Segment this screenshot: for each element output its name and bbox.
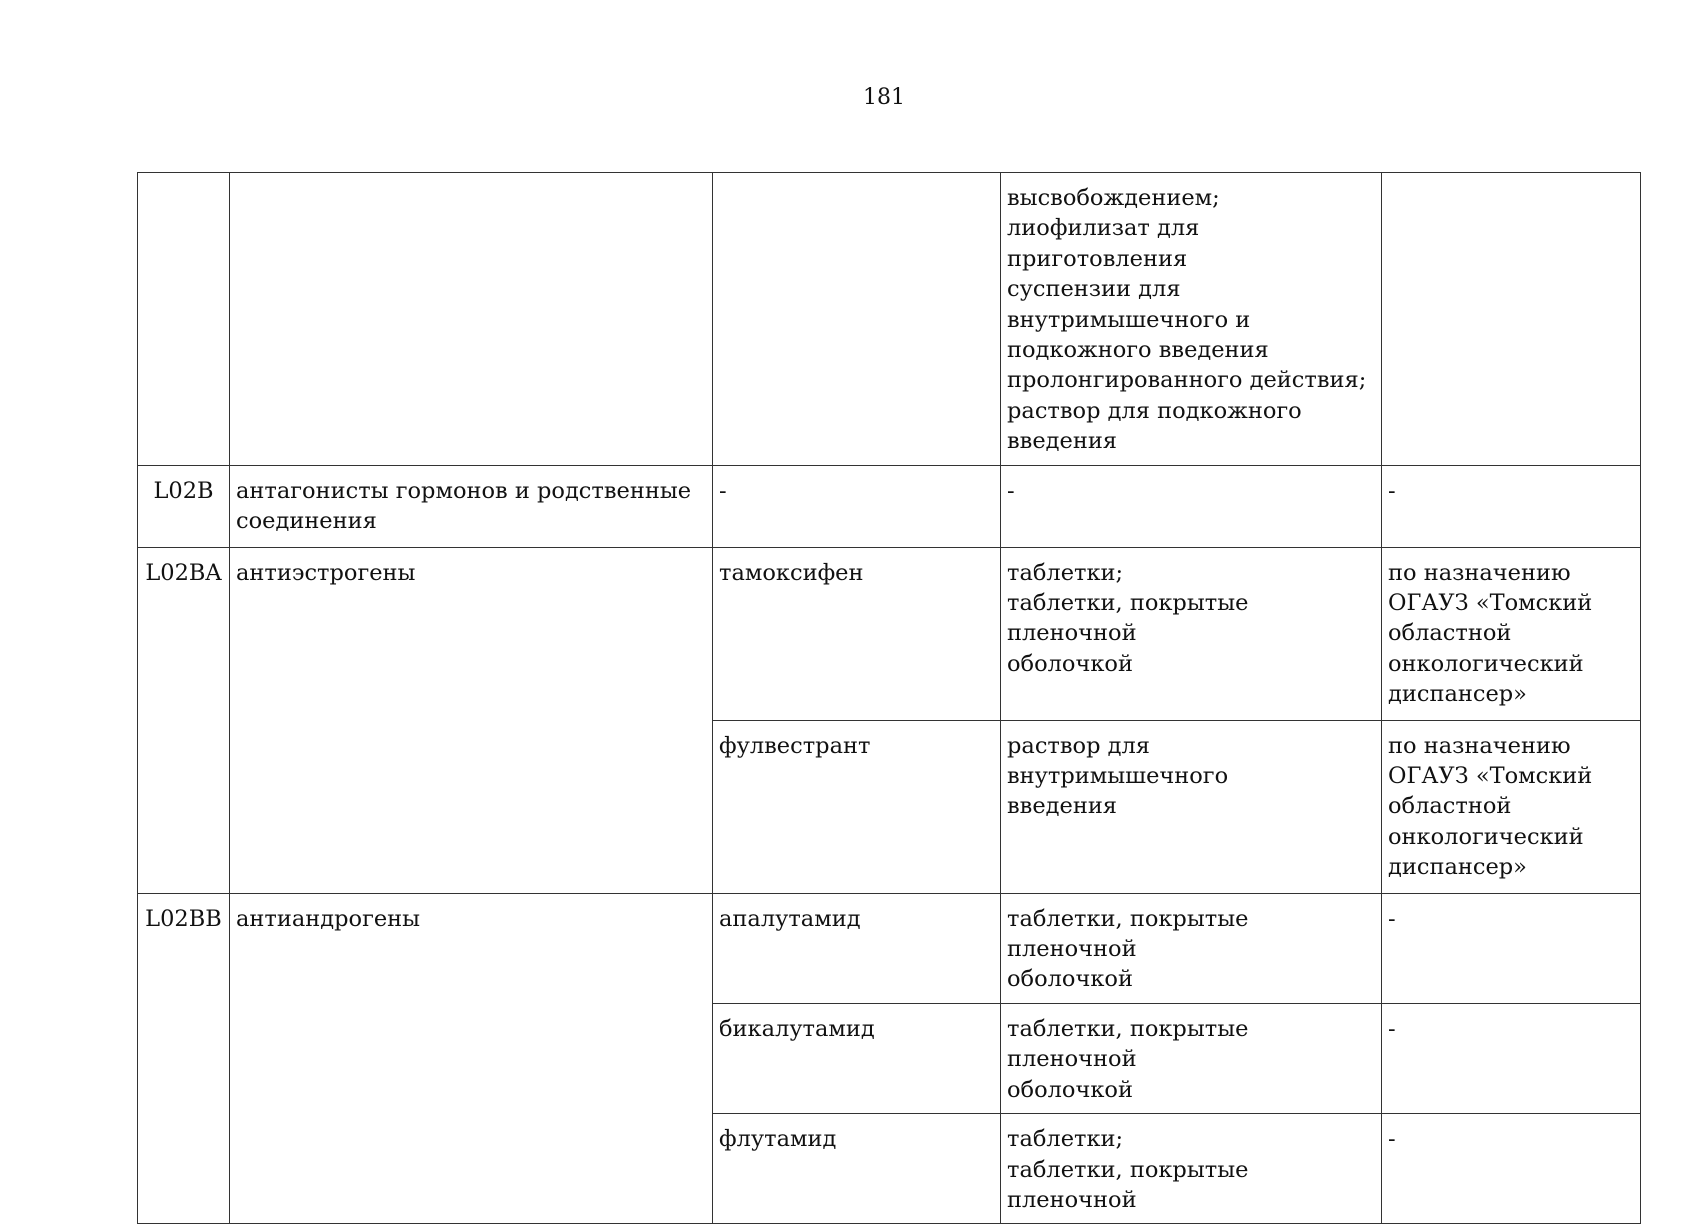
note-line: ОГАУЗ «Томский: [1388, 590, 1593, 617]
substance-cell: фулвестрант: [713, 720, 1001, 893]
form-line: таблетки, покрытые пленочной: [1007, 1156, 1249, 1213]
dosage-forms-cell: [1001, 1114, 1382, 1224]
note-line: ОГАУЗ «Томский: [1388, 763, 1593, 790]
page-number: 181: [863, 85, 905, 110]
note-cell: -: [1382, 465, 1641, 547]
form-line: оболочкой: [1007, 650, 1133, 677]
note-line: онкологический: [1388, 823, 1584, 850]
note-line: по назначению: [1388, 559, 1571, 586]
note-line: по назначению: [1388, 732, 1571, 759]
substance-cell: апалутамид: [713, 893, 1001, 1003]
form-line: раствор для внутримышечного: [1007, 732, 1229, 790]
atc-code-cell: L02BB: [138, 893, 230, 1224]
group-name-cell: [230, 173, 713, 466]
table-row-l02ba-1: [138, 547, 1641, 720]
form-line: таблетки, покрытые пленочной: [1007, 590, 1249, 647]
form-line: таблетки;: [1007, 1126, 1124, 1153]
dosage-forms-cell: [1001, 173, 1382, 466]
note-cell: [1382, 547, 1641, 720]
substance-cell: -: [713, 465, 1001, 547]
note-cell: -: [1382, 1003, 1641, 1113]
group-name-cell: антиэстрогены: [230, 547, 713, 893]
form-line: лиофилизат для приготовления: [1007, 215, 1200, 272]
group-name-cell: антиандрогены: [230, 893, 713, 1224]
form-line: раствор для подкожного: [1007, 397, 1302, 424]
group-name-cell: [230, 465, 713, 547]
dosage-forms-cell: -: [1001, 465, 1382, 547]
atc-code-cell: L02BA: [138, 547, 230, 893]
atc-code-cell: [138, 173, 230, 466]
table-row-l02bb-1: [138, 893, 1641, 1003]
form-line: высвобождением;: [1007, 185, 1220, 211]
atc-code-cell: L02B: [138, 465, 230, 547]
note-line: областной: [1388, 793, 1512, 820]
form-line: введения: [1007, 428, 1118, 455]
form-line: пролонгированного действия;: [1007, 367, 1367, 394]
form-line: суспензии для: [1007, 276, 1181, 303]
dosage-forms-cell: [1001, 1003, 1382, 1113]
form-line: таблетки, покрытые пленочной: [1007, 905, 1249, 963]
substance-cell: флутамид: [713, 1114, 1001, 1224]
note-cell: -: [1382, 1114, 1641, 1224]
substance-cell: бикалутамид: [713, 1003, 1001, 1113]
note-cell: [1382, 720, 1641, 893]
form-line: оболочкой: [1007, 1076, 1133, 1103]
note-line: диспансер»: [1388, 681, 1527, 708]
form-line: введения: [1007, 793, 1118, 820]
note-line: областной: [1388, 620, 1512, 647]
table-row-continuation: [138, 173, 1641, 466]
substance-cell: тамоксифен: [713, 547, 1001, 720]
dosage-forms-cell: [1001, 547, 1382, 720]
note-cell: [1382, 173, 1641, 466]
note-line: онкологический: [1388, 650, 1584, 677]
group-line: соединения: [236, 508, 377, 535]
drug-table: [137, 172, 1641, 1224]
dosage-forms-cell: [1001, 893, 1382, 1003]
note-cell: -: [1382, 893, 1641, 1003]
table-row-l02b: [138, 465, 1641, 547]
form-line: внутримышечного и: [1007, 306, 1251, 333]
group-line: антагонисты гормонов и родственные: [236, 477, 692, 504]
note-line: диспансер»: [1388, 854, 1527, 881]
form-line: таблетки;: [1007, 559, 1124, 586]
form-line: подкожного введения: [1007, 337, 1269, 364]
form-line: оболочкой: [1007, 966, 1133, 993]
dosage-forms-cell: [1001, 720, 1382, 893]
form-line: таблетки, покрытые пленочной: [1007, 1015, 1249, 1073]
substance-cell: [713, 173, 1001, 466]
